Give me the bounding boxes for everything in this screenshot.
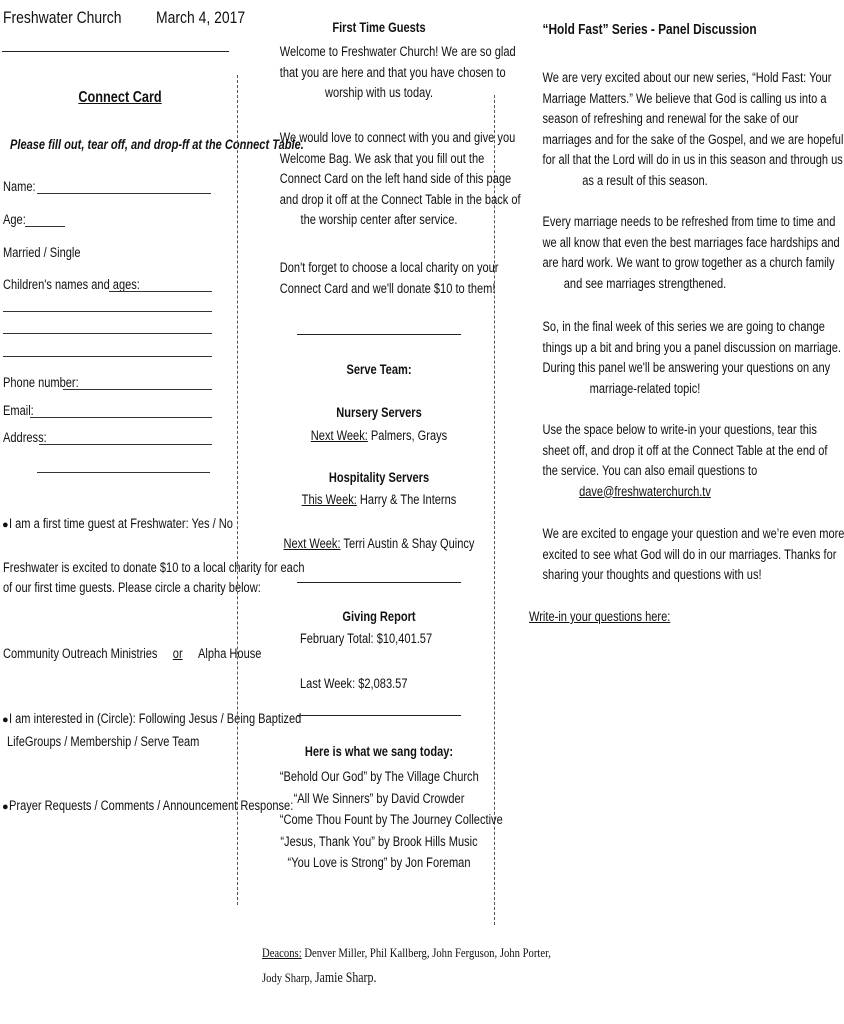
text-line: are hard work. We want to grow together as a church family	[542, 255, 835, 270]
text-line: excited to see what God will do in our marriages. Thanks for	[542, 546, 837, 562]
name-field[interactable]	[37, 193, 211, 194]
guests-paragraph-2	[258, 128, 521, 231]
text-line: We are excited to engage your question and we’re even more	[542, 526, 844, 541]
text-line: Welcome Bag. We ask that you fill out the	[279, 150, 485, 166]
text-line: marriages and for the sake of the Gospel, and we are hopeful	[542, 131, 844, 147]
children-field-line[interactable]	[3, 311, 212, 312]
text-line: Don't forget to choose a local charity on your	[279, 260, 499, 275]
song-item: “All We Sinners” by David Crowder	[293, 790, 465, 806]
text-line: We are very excited about our new series, “Hold Fast: Your	[542, 70, 832, 85]
text-line: Marriage Matters.” We believe that God is calling us into a	[542, 90, 827, 106]
section-divider	[297, 715, 461, 716]
text-line: We would love to connect with you and give you	[279, 130, 516, 145]
hospitality-next-week	[280, 536, 478, 552]
children-field-line[interactable]	[3, 333, 212, 334]
song-item: “Behold Our God” by The Village Church	[279, 769, 479, 784]
deacons-names: Jody Sharp,	[262, 970, 316, 985]
serve-team-title: Serve Team:	[346, 362, 412, 377]
series-paragraph-3	[520, 317, 841, 399]
text-line: marriage-related topic!	[589, 380, 701, 396]
text-line: Welcome to Freshwater Church! We are so glad	[279, 44, 516, 59]
schedule-names: Palmers, Grays	[367, 428, 448, 443]
email-label: Email:	[3, 403, 34, 418]
song-item: “Jesus, Thank You” by Brook Hills Music	[280, 833, 478, 849]
address-label: Address:	[3, 430, 47, 445]
age-field[interactable]	[25, 226, 65, 227]
series-paragraph-2	[520, 212, 840, 294]
first-time-guests-title: First Time Guests	[332, 20, 426, 35]
text-line: Use the space below to write-in your questions, tear this	[542, 422, 817, 437]
schedule-names: Harry & The Interns	[356, 492, 457, 507]
first-time-guest-row[interactable]	[2, 516, 282, 533]
text-line: we all know that even the best marriages face hardships and	[542, 234, 840, 250]
bulletin-date: March 4, 2017	[156, 8, 246, 27]
connect-card-instruction: Please fill out, tear off, and drop-ff at the Connect Table.	[10, 137, 304, 152]
panel-discussion-title: “Hold Fast” Series - Panel Discussion	[542, 22, 757, 38]
interest-row[interactable]	[2, 711, 365, 728]
bullet-icon: ●	[2, 519, 9, 531]
guests-paragraph-1	[258, 42, 516, 104]
header-divider	[2, 51, 229, 52]
section-divider	[297, 582, 461, 583]
interest-line1: I am interested in (Circle): Following Jesus / Being Baptized	[8, 711, 301, 726]
text-line: Connect Card and we'll donate $10 to them!	[279, 280, 496, 296]
songs-list	[258, 766, 503, 874]
schedule-label: Next Week:	[310, 428, 368, 443]
text-line: for all that the Lord will do in us in this season and through us	[542, 152, 843, 167]
text-line: and see marriages strengthened.	[563, 275, 727, 291]
giving-last-week: Last Week: $2,083.57	[300, 676, 408, 691]
deacons-line-1	[262, 945, 551, 961]
write-in-questions-label: Write-in your questions here:	[529, 609, 671, 624]
section-divider	[297, 334, 461, 335]
deacons-names: Jamie Sharp.	[315, 970, 377, 986]
text-line: During this panel we'll be answering your questions on any	[542, 360, 831, 375]
charity-options	[3, 646, 261, 662]
age-label: Age:	[3, 212, 26, 227]
deacons-line-2	[262, 970, 376, 987]
questions-write-in-area[interactable]	[529, 632, 761, 902]
nursery-next-week	[280, 428, 478, 444]
giving-report-title: Giving Report	[342, 609, 416, 624]
song-item: “You Love is Strong” by Jon Foreman	[287, 855, 471, 870]
text-line: Every marriage needs to be refreshed from time to time and	[542, 214, 836, 229]
phone-label: Phone number:	[3, 375, 79, 390]
children-field-line[interactable]	[3, 356, 212, 357]
children-field[interactable]	[109, 291, 212, 292]
songs-title: Here is what we sang today:	[304, 744, 454, 759]
donate-text-line1: Freshwater is excited to donate $10 to a local charity for each	[3, 560, 305, 575]
name-label: Name:	[3, 179, 36, 194]
marital-status[interactable]: Married / Single	[3, 245, 81, 260]
charity-option-community-outreach[interactable]: Community Outreach Ministries	[3, 646, 158, 661]
hospitality-this-week	[280, 492, 478, 508]
giving-february-total: February Total: $10,401.57	[300, 631, 433, 646]
first-time-guest-text: I am a first time guest at Freshwater: Yes / No	[8, 516, 233, 531]
schedule-label: Next Week:	[283, 536, 341, 551]
song-item: “Come Thou Fount by The Journey Collective	[279, 812, 503, 827]
text-line: So, in the final week of this series we are going to change	[542, 319, 825, 334]
nursery-servers-title: Nursery Servers	[336, 405, 422, 420]
text-line: that you are here and that you have chosen to	[279, 64, 506, 80]
children-label: Children's names and ages:	[3, 277, 140, 292]
text-line: season of refreshing and renewal for the sake of our	[542, 111, 799, 126]
schedule-label: This Week:	[301, 492, 357, 507]
text-line: and drop it off at the Connect Table in the back of	[279, 191, 521, 207]
text-line: Connect Card on the left hand side of this page	[279, 171, 512, 186]
charity-option-alpha-house[interactable]: Alpha House	[198, 646, 262, 661]
email-field[interactable]	[30, 417, 212, 418]
donate-text-line2: of our first time guests. Please circle a charity below:	[3, 580, 261, 595]
text-line: sharing your thoughts and questions with us!	[542, 567, 762, 582]
address-field[interactable]	[39, 444, 212, 445]
series-paragraph-4	[520, 420, 828, 502]
bullet-icon: ●	[2, 801, 9, 813]
series-paragraph-5	[520, 524, 844, 586]
series-paragraph-1	[520, 68, 844, 191]
deacons-names: Denver Miller, Phil Kallberg, John Ferguson, John Porter,	[301, 945, 551, 960]
text-line: as a result of this season.	[582, 172, 708, 188]
connect-card-title: Connect Card	[78, 89, 162, 106]
charity-or: or	[172, 646, 183, 661]
tear-line-left	[237, 75, 238, 905]
phone-field[interactable]	[63, 389, 212, 390]
church-name: Freshwater Church	[3, 8, 122, 27]
address-field-line[interactable]	[37, 472, 210, 473]
deacons-label: Deacons:	[262, 945, 302, 960]
text-line: the service. You can also email questions to	[542, 463, 758, 478]
text-line: things up a bit and bring you a panel discussion on marriage.	[542, 339, 841, 355]
text-line: sheet off, and drop it off at the Connect Table at the end of	[542, 442, 828, 458]
prayer-request-text: Prayer Requests / Comments / Announcement Response:	[8, 798, 293, 813]
schedule-names: Terri Austin & Shay Quincy	[340, 536, 475, 551]
text-line: worship with us today.	[324, 85, 434, 100]
guests-paragraph-3	[258, 258, 500, 299]
email-link[interactable]: dave@freshwaterchurch.tv	[579, 483, 711, 499]
interest-line2: LifeGroups / Membership / Serve Team	[7, 734, 200, 749]
hospitality-servers-title: Hospitality Servers	[328, 470, 430, 485]
text-line: the worship center after service.	[300, 212, 458, 227]
bullet-icon: ●	[2, 714, 9, 726]
